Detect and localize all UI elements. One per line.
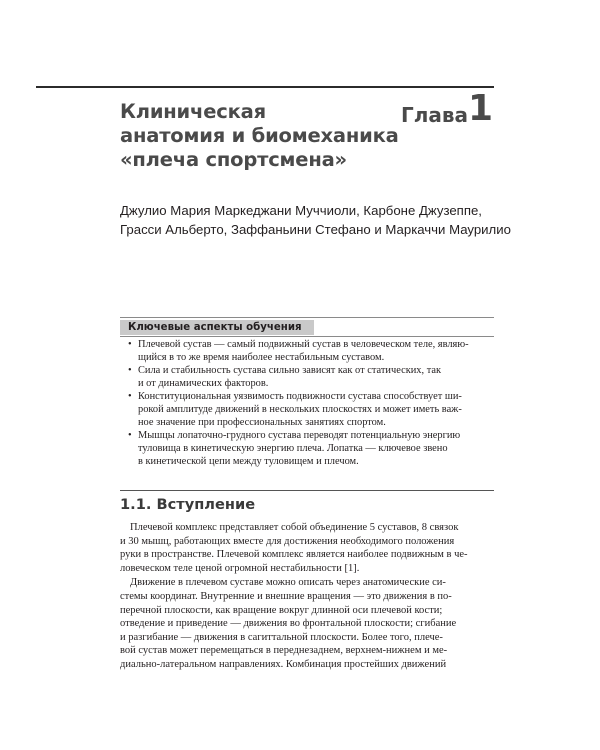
key-points-header: Ключевые аспекты обучения bbox=[120, 320, 314, 335]
chapter-title-line: анатомия и биомеханика bbox=[120, 124, 399, 147]
section-body bbox=[120, 521, 494, 672]
paragraph-line: и 30 мышц, работающих вместе для достижения необходимого положения bbox=[120, 535, 455, 547]
key-points-box bbox=[120, 317, 494, 472]
paragraph-line: Плечевой комплекс представляет собой объединение 5 суставов, 8 связок bbox=[130, 522, 459, 533]
key-point-line: Мышцы лопаточно-грудного сустава переводят потенциальную энергию bbox=[138, 430, 461, 441]
bullet-icon: • bbox=[128, 391, 132, 402]
section-title: 1.1. Вступление bbox=[120, 496, 256, 513]
authors bbox=[120, 202, 511, 239]
chapter-title bbox=[120, 100, 420, 172]
key-point-line: Плечевой сустав — самый подвижный сустав в человеческом теле, являю- bbox=[138, 339, 469, 350]
key-points-header-rule bbox=[120, 336, 494, 337]
chapter-label: Глава bbox=[401, 103, 469, 127]
key-point-line: щийся в то же время наиболее нестабильным суставом. bbox=[138, 352, 385, 363]
key-point-line: ное значение при профессиональных занятиях спортом. bbox=[138, 417, 386, 428]
bullet-icon: • bbox=[128, 430, 132, 441]
paragraph-line: и разгибание — движения в сагиттальной плоскости. Более того, плече- bbox=[120, 631, 443, 643]
chapter-number: 1 bbox=[468, 88, 494, 129]
top-rule bbox=[36, 86, 494, 88]
paragraph-line: диально-латеральном направлениях. Комбинация простейших движений bbox=[120, 658, 447, 670]
paragraph-line: вой сустав может перемещаться в переднезаднем, верхнем-нижнем и ме- bbox=[120, 645, 448, 657]
paragraph-line: перечной плоскости, как вращение вокруг длинной оси плечевой кости; bbox=[120, 604, 443, 616]
key-point-line: туловища в кинетическую энергию плеча. Лопатка — ключевое звено bbox=[138, 443, 448, 454]
key-point-line: рокой амплитуде движений в нескольких плоскостях и может иметь важ- bbox=[138, 404, 462, 415]
key-point-line: и от динамических факторов. bbox=[138, 378, 269, 389]
paragraph-line: руки в пространстве. Плечевой комплекс является наиболее подвижным в че- bbox=[120, 549, 468, 561]
key-point-line: в кинетической цепи между туловищем и плечом. bbox=[138, 456, 359, 467]
bullet-icon: • bbox=[128, 365, 132, 376]
key-point-line: Конституциональная уязвимость подвижности сустава способствует ши- bbox=[138, 391, 462, 402]
section-rule bbox=[120, 490, 494, 491]
key-point-item bbox=[128, 364, 494, 390]
paragraph-line: Движение в плечевом суставе можно описать через анатомические си- bbox=[130, 577, 446, 589]
paragraph bbox=[120, 576, 494, 671]
key-point-item bbox=[128, 390, 494, 429]
key-points-list bbox=[128, 338, 494, 468]
chapter-title-line: Клиническая bbox=[120, 100, 266, 123]
key-points-top-rule bbox=[120, 317, 494, 318]
chapter-title-line: «плеча спортсмена» bbox=[120, 148, 347, 171]
key-point-item bbox=[128, 338, 494, 364]
paragraph-line: стемы координат. Внутренние и внешние вращения — это движения в по- bbox=[120, 590, 452, 602]
paragraph-line: отведение и приведение — движения во фронтальной плоскости; сгибание bbox=[120, 618, 457, 630]
authors-line: Грасси Альберто, Заффаньини Стефано и Маркаччи Маурилио bbox=[120, 221, 511, 237]
bullet-icon: • bbox=[128, 339, 132, 350]
key-point-item bbox=[128, 429, 494, 468]
authors-line: Джулио Мария Маркеджани Муччиоли, Карбоне Джузеппе, bbox=[120, 203, 482, 218]
key-point-line: Сила и стабильность сустава сильно зависят как от статических, так bbox=[138, 365, 442, 376]
paragraph-line: ловеческом теле ценой огромной нестабильности [1]. bbox=[120, 562, 360, 574]
paragraph bbox=[120, 521, 494, 575]
